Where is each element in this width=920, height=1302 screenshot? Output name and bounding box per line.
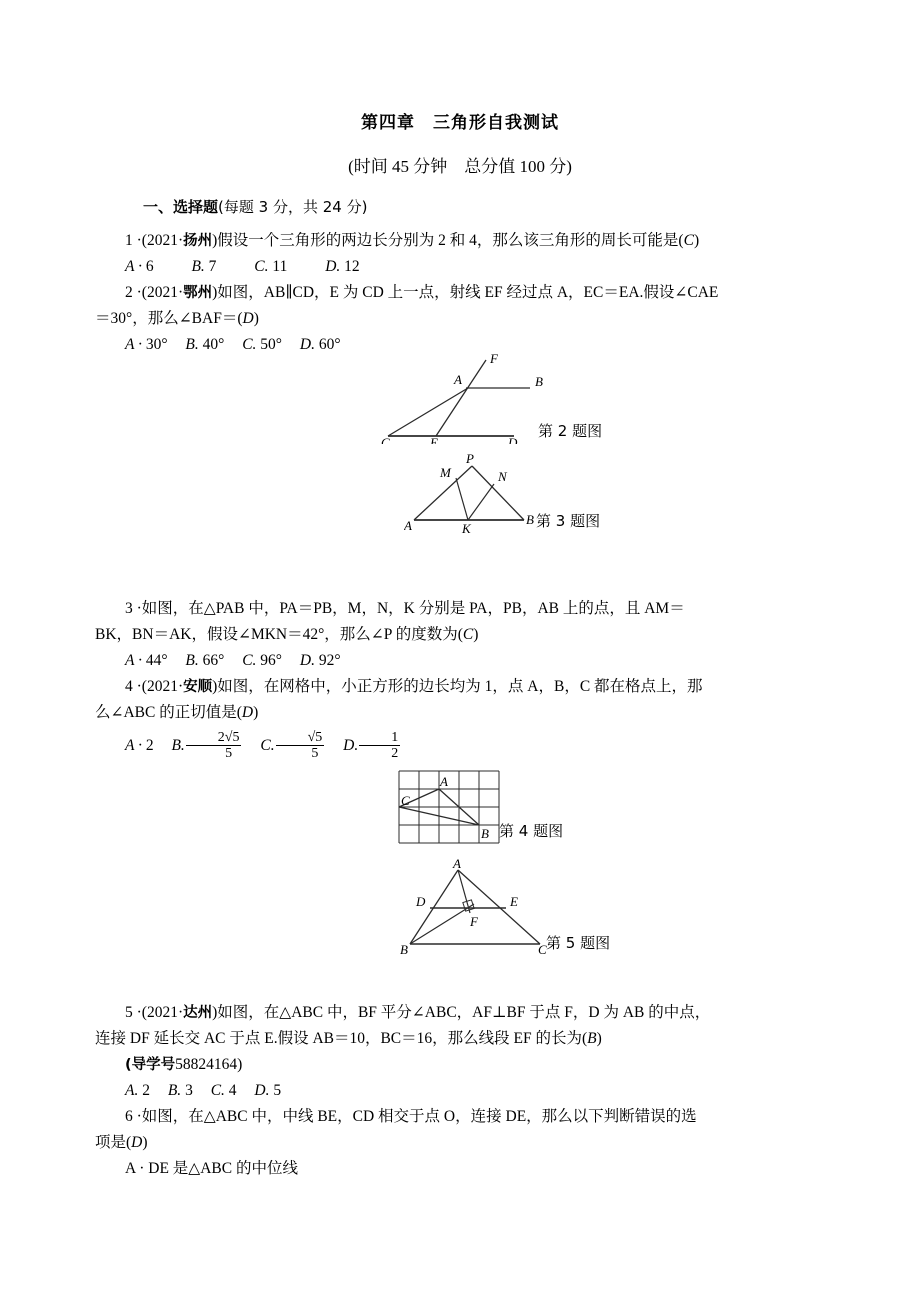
question-3-option-d-letter: D. [299, 652, 315, 669]
question-3-stem-tail: ) [473, 626, 479, 643]
question-3-option-d-value: 92° [318, 652, 341, 669]
question-2-answer: D [242, 310, 254, 327]
question-4-stem-line2 [95, 700, 835, 726]
question-3-option-a-value: 44° [145, 652, 168, 669]
question-2-text1: 如图，AB∥CD，E 为 CD 上一点，射线 EF 经过点 A，EC＝EA.假设∠CAE [217, 284, 719, 301]
label-B: B [535, 374, 543, 389]
question-6-number: 6 [125, 1108, 133, 1125]
question-4-option-d-denominator: 2 [391, 745, 399, 761]
question-2-stem-line1: 2 ·(2021·鄂州)如图，AB∥CD，E 为 CD 上一点，射线 EF 经过点 A，EC＝EA.假设∠CAE [125, 284, 719, 301]
question-1-option-a-letter: A · [125, 258, 142, 275]
question-5-option-c-letter: C. [210, 1082, 225, 1099]
question-1-source-head: (2021· [141, 232, 184, 249]
label-B: B [481, 826, 489, 841]
question-2-option-a-value: 30° [145, 336, 168, 353]
section-heading [143, 196, 367, 217]
question-5-option-a-letter: A. [125, 1082, 139, 1099]
question-4-stem-line1: 4 ·(2021·安顺)如图，在网格中，小正方形的边长均为 1，点 A，B，C 都在格点上，那 [125, 678, 703, 695]
question-5-stem-tail: ) [596, 1030, 602, 1047]
question-1-option-d-letter: D. [325, 258, 341, 275]
question-5-stem-line2 [95, 1026, 835, 1052]
question-5-option-d-value: 5 [273, 1082, 282, 1099]
label-A: A [454, 372, 462, 387]
question-1-option-b-letter: B. [191, 258, 205, 275]
figure-question-5 [398, 856, 611, 956]
question-1-source-tail: ) [212, 232, 218, 249]
figure-2-caption: 第 2 题图 [538, 422, 603, 440]
question-3-stem-line2 [95, 622, 835, 648]
question-2-option-d-value: 60° [318, 336, 341, 353]
page-subtitle: (时间 45 分钟 总分值 100 分) [348, 157, 572, 176]
question-5-source-city: 达州 [183, 1005, 213, 1021]
question-5-option-b-value: 3 [185, 1082, 193, 1099]
question-5-answer: B [587, 1030, 597, 1047]
question-5-number: 5 [125, 1004, 133, 1021]
question-3-text2: BK，BN＝AK，假设∠MKN＝42°，那么∠P 的度数为( [95, 626, 463, 643]
question-6-answer: D [131, 1134, 143, 1151]
question-4-option-c-fraction [276, 730, 325, 761]
question-2-number: 2 [125, 284, 133, 301]
question-3-number: 3 [125, 600, 133, 617]
question-4-options [95, 726, 835, 766]
figure-3-caption: 第 3 题图 [536, 512, 601, 530]
question-2-option-b-value: 40° [202, 336, 225, 353]
question-4-option-a-letter: A · [125, 737, 146, 754]
question-4-option-d-numerator: 1 [359, 730, 400, 746]
figure-2-svg [378, 352, 548, 444]
label-D: D [416, 894, 426, 909]
question-3-answer: C [462, 626, 474, 643]
question-4-option-b-fraction [186, 730, 242, 761]
question-5-option-c-value: 4 [228, 1082, 237, 1099]
question-1-text: 假设一个三角形的两边长分别为 2 和 4，那么该三角形的周长可能是( [217, 232, 684, 249]
figure-question-4 [396, 768, 566, 850]
question-1 [95, 228, 835, 280]
question-5-text1: 如图，在△ABC 中，BF 平分∠ABC，AF⊥BF 于点 F，D 为 AB 的中点， [217, 1004, 711, 1021]
question-3-text1: 如图，在△PAB 中，PA＝PB，M，N，K 分别是 PA，PB，AB 上的点，且 AM＝ [141, 600, 685, 617]
label-N: N [498, 469, 507, 484]
question-4 [95, 674, 835, 766]
label-C: C [538, 942, 547, 956]
label-A: A [404, 518, 412, 533]
figure-4-caption: 第 4 题图 [499, 822, 564, 840]
question-4-answer: D [241, 704, 254, 721]
question-5-option-d-letter: D. [254, 1082, 270, 1099]
question-3 [95, 596, 835, 674]
question-4-option-b-numerator: 2√5 [186, 730, 242, 746]
label-E: E [430, 435, 438, 444]
question-5-text2: 连接 DF 延长交 AC 于点 E.假设 AB＝10，BC＝16，那么线段 EF 的长为( [95, 1030, 588, 1047]
question-1-number: 1 [125, 232, 133, 249]
question-2-text2: ＝30°，那么∠BAF＝( [95, 310, 243, 327]
question-6-text2: 项是( [95, 1134, 132, 1151]
segment-NK [468, 484, 494, 520]
question-4-option-a-value: 2 [145, 737, 154, 754]
question-6 [95, 1104, 835, 1182]
question-3-option-c-letter: C. [242, 652, 257, 669]
segment-MK [456, 478, 468, 520]
segment-BF [410, 904, 474, 944]
question-6-text1: 如图，在△ABC 中，中线 BE，CD 相交于点 O，连接 DE，那么以下判断错误的选 [141, 1108, 697, 1125]
question-1-answer: C [683, 232, 694, 249]
question-6-stem-line1: 6 ·如图，在△ABC 中，中线 BE，CD 相交于点 O，连接 DE，那么以下判断错误的选 [125, 1108, 697, 1125]
label-E: E [510, 894, 518, 909]
question-1-stem-tail: ) [693, 232, 700, 249]
question-6-option-a-text: A · DE 是△ABC 的中位线 [125, 1160, 298, 1177]
question-2-stem-line2 [95, 306, 835, 332]
question-1-option-c-value: 11 [272, 258, 288, 275]
section-heading-rest: (每题 3 分，共 24 分) [218, 198, 368, 216]
question-6-stem-line2 [95, 1130, 835, 1156]
question-5 [95, 1000, 835, 1104]
question-3-option-a-letter: A · [125, 652, 142, 669]
label-C: C [381, 435, 390, 444]
label-D: D [508, 435, 518, 444]
label-M: M [440, 465, 451, 480]
label-C: C [401, 793, 410, 808]
guide-label: (导学号 [125, 1057, 176, 1073]
question-6-stem-tail: ) [142, 1134, 148, 1151]
label-P: P [466, 452, 474, 466]
question-2-stem-tail: ) [253, 310, 259, 327]
segment-CA [388, 388, 468, 436]
question-4-option-c-numerator: √5 [276, 730, 325, 746]
question-2-option-c-letter: C. [242, 336, 257, 353]
question-3-option-b-letter: B. [185, 652, 199, 669]
question-5-option-a-value: 2 [142, 1082, 150, 1099]
question-3-option-b-value: 66° [202, 652, 225, 669]
figure-5-svg [398, 856, 563, 956]
label-A: A [440, 774, 448, 789]
label-F: F [470, 914, 478, 929]
question-1-option-a-value: 6 [145, 258, 154, 275]
question-5-stem-line1: 5 ·(2021·达州)如图，在△ABC 中，BF 平分∠ABC，AF⊥BF 于点 F，D 为 AB 的中点， [125, 1004, 711, 1021]
question-1-option-d-value: 12 [344, 258, 360, 275]
question-4-text1: 如图，在网格中，小正方形的边长均为 1，点 A，B，C 都在格点上，那 [217, 678, 703, 695]
question-1-stem: 1 ·(2021·扬州)假设一个三角形的两边长分别为 2 和 4，那么该三角形的周长可能是(C) [125, 232, 700, 249]
question-4-text2: 么∠ABC 的正切值是( [95, 704, 242, 721]
label-B: B [400, 942, 408, 956]
question-5-guide-code [95, 1052, 835, 1078]
question-4-source-city: 安顺 [183, 679, 213, 695]
question-4-option-d-letter: D. [343, 737, 359, 754]
section-heading-lead: 一、选择题 [143, 198, 219, 216]
figure-5-caption: 第 5 题图 [546, 934, 611, 952]
page-title: 第四章 三角形自我测试 [361, 113, 559, 133]
question-2-option-d-letter: D. [299, 336, 315, 353]
question-2-source-city: 鄂州 [183, 285, 213, 301]
question-1-option-c-letter: C. [254, 258, 269, 275]
question-1-options [95, 254, 835, 280]
question-3-option-c-value: 96° [260, 652, 282, 669]
question-3-options [95, 648, 835, 674]
question-3-stem-line1: 3 ·如图，在△PAB 中，PA＝PB，M，N，K 分别是 PA，PB，AB 上的点，且 AM＝ [125, 600, 685, 617]
question-2-option-a-letter: A · [125, 336, 142, 353]
question-2-option-b-letter: B. [185, 336, 199, 353]
label-B: B [526, 512, 534, 527]
question-4-option-b-denominator: 5 [225, 745, 233, 761]
question-4-option-c-letter: C. [260, 737, 275, 754]
question-5-options [95, 1078, 835, 1104]
label-F: F [490, 352, 498, 366]
question-4-option-c-denominator: 5 [311, 745, 319, 761]
question-2 [95, 280, 835, 358]
question-4-option-b-letter: B. [171, 737, 185, 754]
label-A: A [453, 856, 461, 871]
guide-number: 58824164) [175, 1056, 243, 1073]
question-1-option-b-value: 7 [208, 258, 217, 275]
question-4-number: 4 [125, 678, 133, 695]
question-2-option-c-value: 50° [260, 336, 282, 353]
figure-3-svg [404, 452, 554, 534]
figure-question-3 [404, 452, 601, 534]
question-4-stem-tail: ) [253, 704, 259, 721]
question-4-option-d-fraction [359, 730, 400, 761]
label-K: K [462, 521, 471, 534]
figure-question-2 [378, 352, 603, 444]
question-5-option-b-letter: B. [167, 1082, 182, 1099]
question-1-source-city: 扬州 [183, 233, 213, 249]
question-6-option-a [95, 1156, 835, 1182]
